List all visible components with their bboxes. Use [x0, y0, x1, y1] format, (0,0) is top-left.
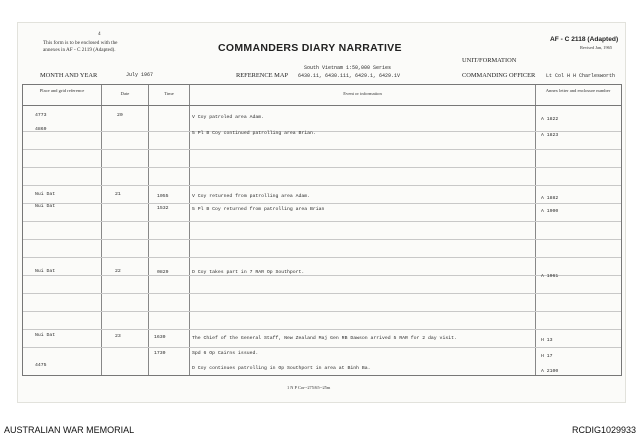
- entry-date: 23: [115, 334, 121, 339]
- row-rule: [23, 185, 621, 186]
- entry-event: 5 Pl B Coy returned from patrolling area Brian: [192, 207, 325, 212]
- column-divider: [148, 85, 149, 375]
- entry-place: Nui Dat: [35, 192, 56, 197]
- column-divider: [101, 85, 102, 375]
- entry-event: The Chief of the General Staff, New Zealand Maj Gen RB Dawson arrived 5 RAR for 2 day visit.: [192, 336, 457, 341]
- entry-place: Nui Dat: [35, 333, 56, 338]
- row-rule: [23, 257, 621, 258]
- row-rule: [23, 167, 621, 168]
- row-rule: [23, 239, 621, 240]
- form-code: AF - C 2118 (Adapted): [550, 36, 619, 43]
- entry-annex: A 1961: [541, 274, 559, 279]
- entry-annex: A 1822: [541, 117, 559, 122]
- entry-annex: A 1823: [541, 133, 559, 138]
- entry-event: V Coy patroled area Adam.: [192, 115, 264, 120]
- footer-source: AUSTRALIAN WAR MEMORIAL: [4, 425, 135, 435]
- row-rule: [23, 311, 621, 312]
- unit-formation-label: UNIT/FORMATION: [462, 57, 517, 64]
- entry-annex: A 1900: [541, 209, 559, 214]
- page-mark: 4: [98, 31, 101, 37]
- entry-date: 22: [115, 269, 121, 274]
- row-rule: [23, 275, 621, 276]
- entry-event: D Coy continues patrolling in Op Southport in area at Binh Ba.: [192, 366, 371, 371]
- entry-event: 5 Pl B Coy continued patrolling area Brian.: [192, 131, 316, 136]
- entry-event: Spd 6 Op Cairns issued.: [192, 351, 259, 356]
- commanding-officer-label: COMMANDING OFFICER: [462, 72, 536, 79]
- entry-time: 1730: [154, 351, 166, 356]
- entry-time: 1055: [157, 194, 169, 199]
- column-header-time: Time: [164, 91, 174, 96]
- entry-place: 4869: [35, 127, 47, 132]
- row-rule: [23, 293, 621, 294]
- row-rule: [23, 149, 621, 150]
- enclose-note-line-2: annexes in AF - C 2119 (Adapted).: [43, 47, 116, 53]
- entry-time: 1532: [157, 206, 169, 211]
- column-header-annex: Annex letter and enclosure number: [545, 88, 611, 93]
- page-title: COMMANDERS DIARY NARRATIVE: [218, 42, 402, 54]
- column-header-event: Event or information: [343, 91, 382, 96]
- entry-place: 4773: [35, 113, 47, 118]
- entry-annex: A 1882: [541, 196, 559, 201]
- diary-table: [22, 84, 622, 376]
- row-rule: [23, 221, 621, 222]
- entry-annex: H 13: [541, 338, 553, 343]
- commanding-officer-value: Lt Col H H Charlesworth: [546, 73, 616, 79]
- month-year-value: July 1967: [126, 72, 154, 78]
- reference-map-series: South Vietnam 1:50,000 Series: [304, 65, 392, 71]
- entry-annex: A 2100: [541, 369, 559, 374]
- entry-date: 21: [115, 192, 121, 197]
- column-divider: [535, 85, 536, 375]
- revised-date: Revised Jan, 1965: [580, 45, 613, 50]
- entry-date: 20: [117, 113, 123, 118]
- header-rule: [23, 105, 621, 106]
- row-rule: [23, 131, 621, 132]
- row-rule: [23, 347, 621, 348]
- entry-event: V Coy returned from patrolling area Adam.: [192, 194, 311, 199]
- entry-place: Nui Dat: [35, 204, 56, 209]
- entry-event: D Coy takes part in 7 RAR Op Southport.: [192, 270, 305, 275]
- month-year-label: MONTH AND YEAR: [40, 72, 98, 79]
- column-divider: [189, 85, 190, 375]
- column-header-date: Date: [120, 91, 130, 96]
- entry-place: Nui Dat: [35, 269, 56, 274]
- entry-time: 0829: [157, 270, 169, 275]
- column-header-place: Place and grid reference: [39, 88, 85, 93]
- enclose-note-line-1: This form is to be enclosed with the: [43, 40, 118, 46]
- entry-annex: H 17: [541, 354, 553, 359]
- entry-place: 4475: [35, 363, 47, 368]
- footer-record-id: RCDIG1029933: [571, 425, 636, 435]
- reference-map-label: REFERENCE MAP: [236, 72, 289, 79]
- row-rule: [23, 203, 621, 204]
- print-code: 1 N P Cor--275/65--25m: [287, 385, 331, 390]
- reference-map-sheets: 6430.11, 6430.111, 6429.1, 6429.1V: [298, 73, 401, 79]
- entry-time: 1630: [154, 335, 166, 340]
- row-rule: [23, 329, 621, 330]
